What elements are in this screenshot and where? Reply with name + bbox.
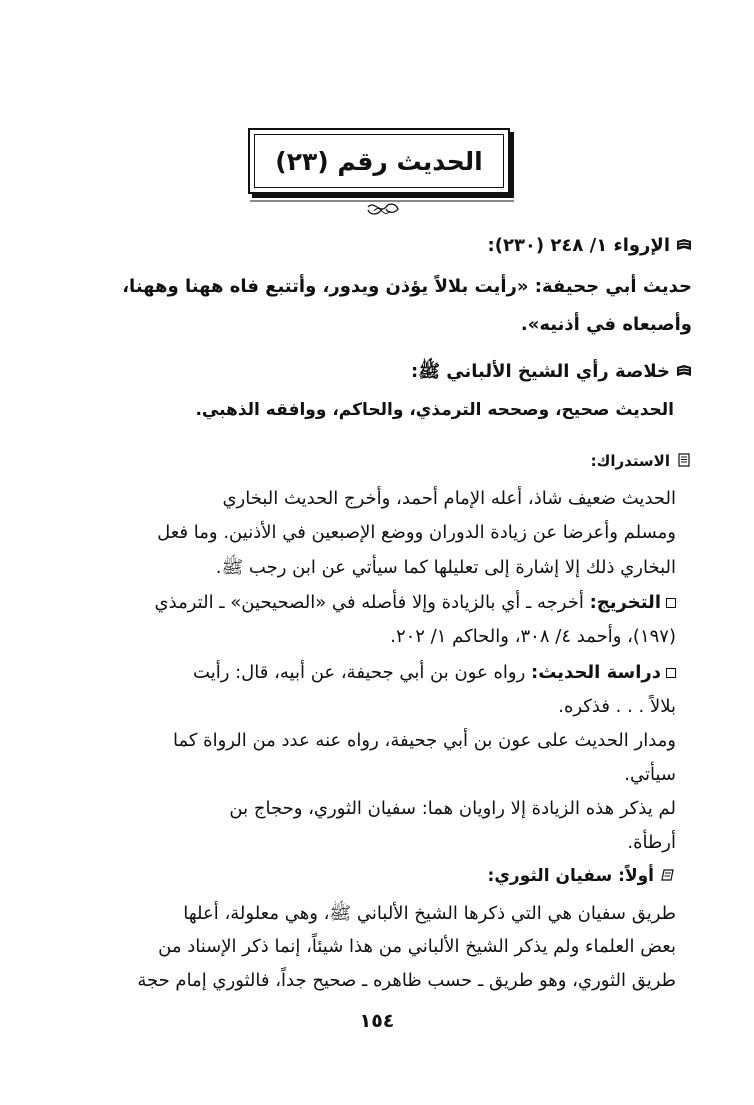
page-number: ١٥٤ <box>359 1010 395 1032</box>
dirasa-line-2: بلالاً . . . فذكره. <box>558 696 676 717</box>
p3-line-1: لم يذكر هذه الزيادة إلا راويان هما: سفيان الثوري، وحجاج بن <box>229 798 676 819</box>
p4-line-2: بعض العلماء ولم يذكر الشيخ الألباني من هذا شيئاً، إنما ذكر الإسناد من <box>158 936 676 957</box>
irwa-line-2: وأصبعاه في أذنيه». <box>520 314 692 335</box>
p4-line-3: طريق الثوري، وهو طريق ـ حسب ظاهره ـ صحيح جداً، فالثوري إمام حجة <box>137 970 676 991</box>
summary-line: الحديث صحيح، وصححه الترمذي، والحاكم، ووافقه الذهبي. <box>195 400 674 420</box>
p3-line-2: أرطأة. <box>627 832 676 853</box>
square-bullet-icon <box>666 598 676 608</box>
document-icon <box>676 453 692 467</box>
takhrij-line-1: التخريج: أخرجه ـ أي بالزيادة وإلا فأصله في «الصحيحين» ـ الترمذي <box>155 592 676 613</box>
book-icon <box>676 238 692 252</box>
dirasa-line-1: دراسة الحديث: رواه عون بن أبي جحيفة، عن أبيه، قال: رأيت <box>193 662 676 683</box>
p1-line-2: ومسلم وأعرضا عن زيادة الدوران ووضع الإصبعين في الأذنين. وما فعل <box>157 522 676 543</box>
p2-line-2: سيأتي. <box>624 764 676 785</box>
takhrij-line-2: (١٩٧)، وأحمد ٤/ ٣٠٨، والحاكم ١/ ٢٠٢. <box>390 626 676 647</box>
irwa-line-1: حديث أبي جحيفة: «رأيت بلالاً يؤذن ويدور، وأتتبع فاه ههنا وههنا، <box>122 276 692 297</box>
note-icon <box>660 868 676 882</box>
first-heading: أولاً: سفيان الثوري: <box>488 866 676 886</box>
irwa-heading: الإرواء ١/ ٢٤٨ (٢٣٠): <box>488 235 692 256</box>
p1-line-1: الحديث ضعيف شاذ، أعله الإمام أحمد، وأخرج الحديث البخاري <box>222 488 676 509</box>
summary-heading: خلاصة رأي الشيخ الألباني ﷺ: <box>411 360 692 386</box>
square-bullet-icon <box>666 668 676 678</box>
p4-line-1: طريق سفيان هي التي ذكرها الشيخ الألباني ﷺ، وهي معلولة، أعلها <box>183 903 676 924</box>
title-frame <box>248 128 510 194</box>
page-title: الحديث رقم (٢٣) <box>275 146 483 176</box>
ornament-divider <box>250 198 514 218</box>
istidrak-heading: الاستدراك: <box>591 452 692 470</box>
p2-line-1: ومدار الحديث على عون بن أبي جحيفة، رواه عنه عدد من الرواة كما <box>173 730 676 751</box>
p1-line-3: البخاري ذلك إلا إشارة إلى تعليلها كما سيأتي عن ابن رجب ﷺ. <box>215 557 676 578</box>
book-icon <box>676 364 692 378</box>
